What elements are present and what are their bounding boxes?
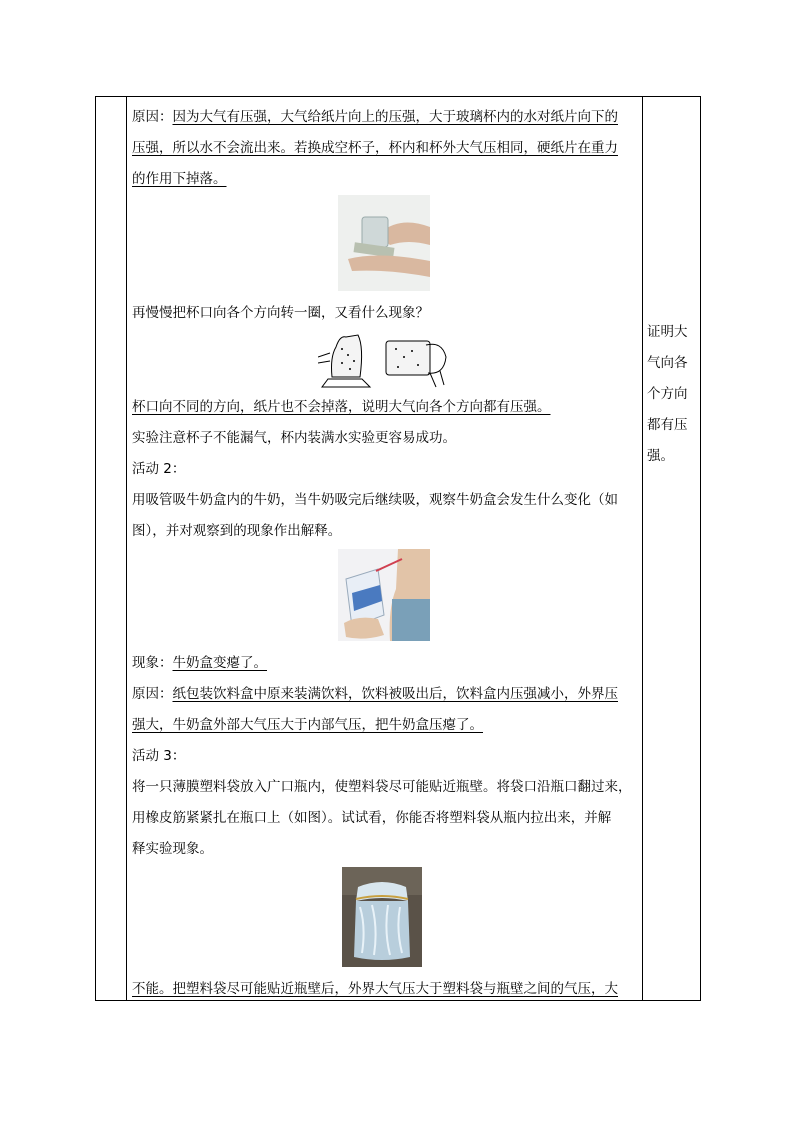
reason-answer: 因为大气有压强，大气给纸片向上的压强，大于玻璃杯内的水对纸片向下的 [172,109,618,125]
side-note-line: 气向各 [647,355,688,371]
reason-line-2: 压强，所以水不会流出来。若换成空杯子，杯内和杯外大气压相同，硬纸片在重力 [132,140,618,156]
activity-2-line-1: 用吸管吸牛奶盒内的牛奶，当牛奶吸完后继续吸，观察牛奶盒会发生什么变化（如 [132,492,618,508]
answer-3-text: 不能。把塑料袋尽可能贴近瓶壁后，外界大气压大于塑料袋与瓶壁之间的气压，大 [132,981,618,997]
rotate-question: 再慢慢把杯口向各个方向转一圈，又看什么现象？ [132,305,429,321]
design-intent-column [647,317,697,472]
activity-3-line-1: 将一只薄膜塑料袋放入广口瓶内，使塑料袋尽可能贴近瓶壁。将袋口沿瓶口翻过来， [132,779,632,795]
column-divider-right [642,97,643,1000]
phenomenon-label: 现象： [132,655,173,671]
activity-2-line-2: 图），并对观察到的现象作出解释。 [132,523,342,539]
activity-3-line-2: 用橡皮筋紧紧扎在瓶口上（如图）。试试看，你能否将塑料袋从瓶内拉出来，并解 [132,810,612,826]
rotate-cup-drawing [318,327,448,389]
rotate-answer: 杯口向不同的方向，纸片也不会掉落，说明大气向各个方向都有压强。 [132,399,551,415]
activity-3-title: 活动 3： [132,748,186,764]
answer-3-line-1 [132,971,618,1008]
activity-2-title: 活动 2： [132,461,186,477]
phenomenon-answer: 牛奶盒变瘪了。 [172,655,267,671]
column-divider-left [126,97,127,1000]
activity-3-line-3: 释实验现象。 [132,841,213,857]
experiment-note: 实验注意杯子不能漏气，杯内装满水实验更容易成功。 [132,430,456,446]
reason-label: 原因： [132,109,173,125]
side-note-line: 强。 [647,448,674,464]
cup-card-photo [338,195,430,291]
reason2-label: 原因： [132,686,173,702]
side-note-line: 都有压 [647,417,688,433]
lesson-table [95,96,701,1001]
side-note-line: 个方向 [647,386,688,402]
reason2-answer: 纸包装饮料盒中原来装满饮料，饮料被吸出后，饮料盒内压强减小，外界压 [172,686,618,702]
reason-line-3: 的作用下掉落。 [132,171,227,187]
reason2-line-2: 强大，牛奶盒外部大气压大于内部气压，把牛奶盒压瘪了。 [132,717,483,733]
jar-bag-photo [342,867,422,967]
side-note-line: 证明大 [647,324,688,340]
milk-carton-photo [338,549,430,641]
